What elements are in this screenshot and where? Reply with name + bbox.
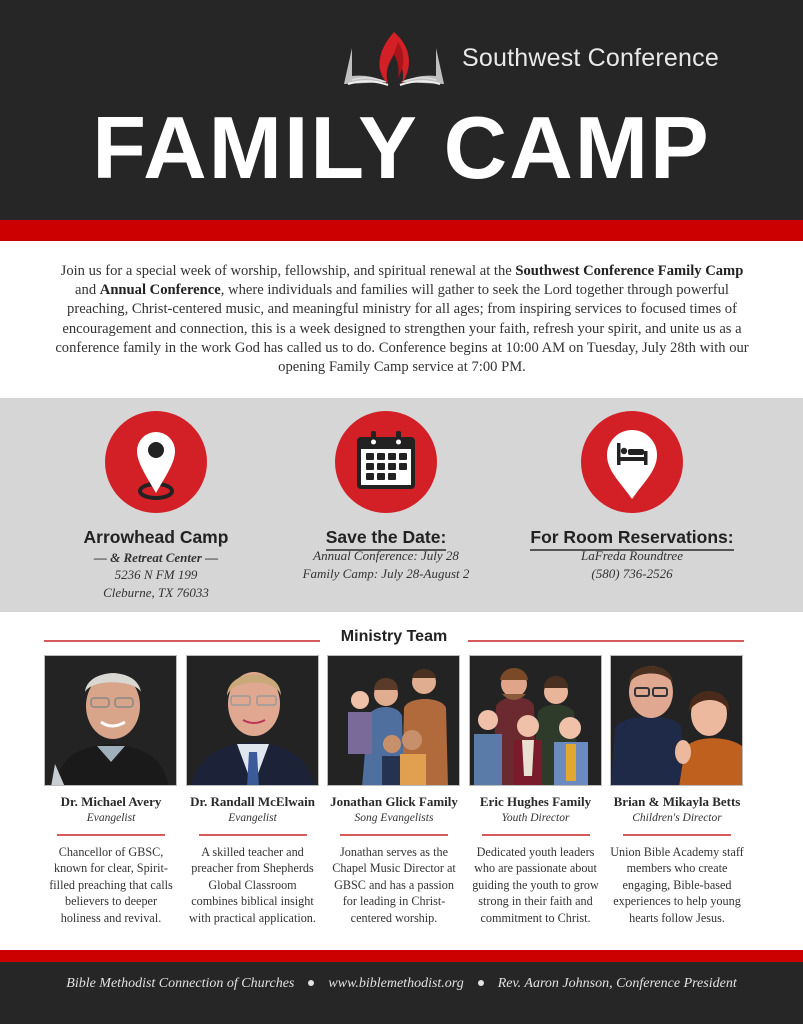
logo-row bbox=[340, 28, 719, 88]
org-name: Southwest Conference bbox=[462, 43, 719, 72]
rooms-contact: LaFreda Roundtree bbox=[581, 548, 683, 563]
member-photo bbox=[327, 655, 460, 786]
member-bio: Chancellor of GBSC, known for clear, Spirit-filled preaching that calls believers to deeper holiness and revival. bbox=[49, 845, 173, 925]
member-photo bbox=[44, 655, 177, 786]
member-name: Dr. Michael Avery bbox=[60, 794, 162, 809]
member-photo bbox=[610, 655, 743, 786]
footer-president: Rev. Aaron Johnson, Conference President bbox=[497, 976, 737, 991]
location-info bbox=[26, 398, 286, 601]
member-bio: A skilled teacher and preacher from Shepherds Global Classroom combines biblical insight with practical application. bbox=[189, 845, 316, 925]
location-icon-circle bbox=[105, 411, 207, 513]
calendar-icon bbox=[335, 411, 437, 513]
header bbox=[0, 0, 803, 220]
member-role: Evangelist bbox=[228, 812, 277, 824]
info-band bbox=[0, 398, 803, 612]
ministry-title: Ministry Team bbox=[340, 628, 448, 645]
team-member bbox=[469, 655, 603, 926]
team-member bbox=[44, 655, 178, 926]
family-photo-image bbox=[470, 656, 602, 786]
member-name: Jonathan Glick Family bbox=[330, 794, 458, 809]
bullet-separator bbox=[478, 980, 484, 986]
member-photo bbox=[469, 655, 602, 786]
family-photo-image bbox=[328, 656, 460, 786]
dates-info bbox=[256, 398, 516, 582]
intro-bold-event: Southwest Conference Family Camp bbox=[515, 263, 744, 279]
calendar-icon-circle bbox=[335, 411, 437, 513]
member-role: Children's Director bbox=[632, 812, 722, 824]
ministry-team bbox=[44, 655, 744, 926]
flame-bible-icon bbox=[340, 28, 448, 88]
location-address-line2: Cleburne, TX 76033 bbox=[103, 584, 209, 600]
footer-red-band bbox=[0, 950, 803, 962]
location-title: Arrowhead Camp bbox=[83, 527, 229, 547]
member-role: Youth Director bbox=[501, 812, 570, 824]
member-divider bbox=[340, 834, 448, 836]
location-subtitle: — & Retreat Center — bbox=[93, 550, 219, 565]
member-divider bbox=[623, 834, 731, 836]
member-name: Dr. Randall McElwain bbox=[190, 794, 315, 809]
member-bio: Union Bible Academy staff members who create engaging, Bible-based experiences to help young hearts follow Jesus. bbox=[610, 845, 744, 925]
team-member bbox=[610, 655, 744, 926]
footer-org: Bible Methodist Connection of Churches bbox=[66, 976, 295, 991]
bed-icon-circle bbox=[581, 411, 683, 513]
ministry-heading bbox=[44, 628, 744, 654]
rooms-title bbox=[502, 527, 762, 547]
member-role: Evangelist bbox=[86, 812, 136, 824]
team-member bbox=[327, 655, 461, 926]
footer bbox=[0, 962, 803, 1024]
dates-title bbox=[256, 527, 516, 547]
red-divider-band bbox=[0, 220, 803, 241]
couple-photo-image bbox=[611, 656, 743, 786]
intro-text: , where individuals and families will gather to seek the Lord together through powerful preaching, Christ-centered music, and meaningful ministry for all ages; from inspiring services to focused times of encouragement and connection, this is a week designed to strengthen your faith, refresh your spirit, and unite us as a conference family in the work God has called us to do. Conference begins at 10:00 AM on Tuesday, July 28th with our opening Family Camp service at 7:00 PM. bbox=[55, 282, 749, 376]
page-title: FAMILY CAMP bbox=[92, 98, 711, 197]
member-divider bbox=[57, 834, 165, 836]
member-bio: Dedicated youth leaders who are passionate about guiding the youth to grow strong in their faith and commitment to Christ. bbox=[472, 845, 599, 925]
rooms-title-text: For Room Reservations: bbox=[530, 527, 733, 551]
member-name: Eric Hughes Family bbox=[479, 794, 592, 809]
map-pin-icon bbox=[105, 411, 207, 513]
member-role: Song Evangelists bbox=[354, 812, 434, 824]
portrait-image bbox=[187, 656, 319, 786]
rule-right bbox=[468, 640, 744, 642]
bullet-separator bbox=[308, 980, 314, 986]
dates-title-text: Save the Date: bbox=[326, 527, 447, 551]
portrait-image bbox=[45, 656, 177, 786]
dates-family-camp: Family Camp: July 28-August 2 bbox=[302, 565, 470, 581]
intro-paragraph bbox=[52, 262, 752, 377]
rooms-phone[interactable]: (580) 736-2526 bbox=[591, 565, 673, 581]
bed-pin-icon bbox=[581, 411, 683, 513]
member-divider bbox=[482, 834, 590, 836]
footer-text bbox=[0, 976, 803, 992]
member-name: Brian & Mikayla Betts bbox=[613, 794, 741, 809]
intro-text: and bbox=[75, 282, 100, 299]
location-address-line1: 5236 N FM 199 bbox=[114, 567, 198, 582]
member-divider bbox=[199, 834, 307, 836]
team-member bbox=[186, 655, 320, 926]
intro-text: Join us for a special week of worship, fellowship, and spiritual renewal at the bbox=[60, 263, 516, 279]
member-bio: Jonathan serves as the Chapel Music Director at GBSC and has a passion for leading in Christ-centered worship. bbox=[332, 845, 456, 925]
member-photo bbox=[186, 655, 319, 786]
intro-bold-conference: Annual Conference bbox=[99, 282, 221, 299]
rooms-info bbox=[502, 398, 762, 582]
footer-website-link[interactable]: www.biblemethodist.org bbox=[328, 976, 464, 991]
dates-annual-conference: Annual Conference: July 28 bbox=[313, 548, 459, 563]
